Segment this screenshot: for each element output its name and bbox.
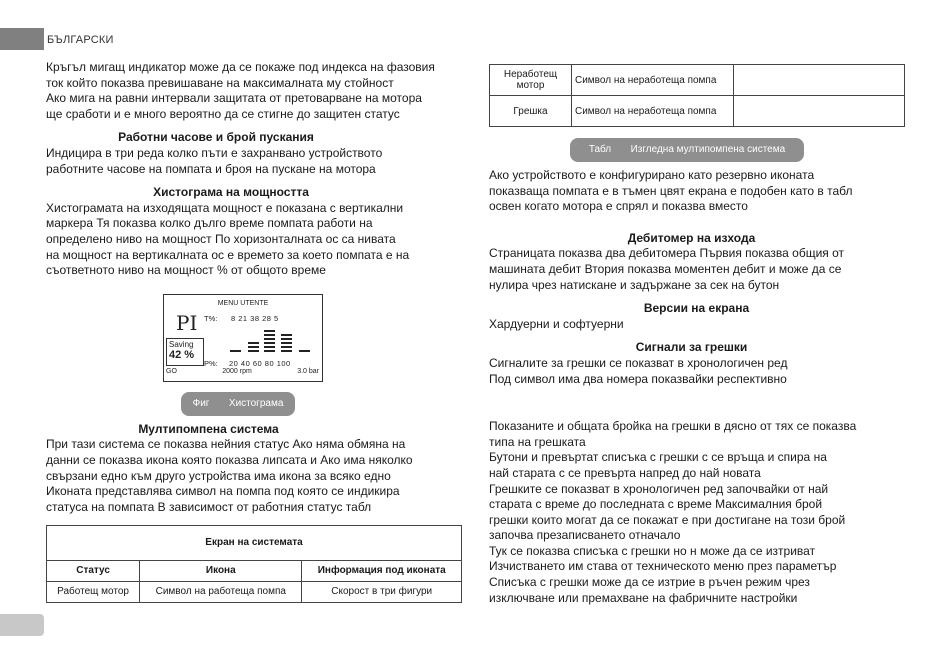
histogram-bar-segment — [264, 334, 275, 336]
errors-details-paragraph: Показаните и общата бройка на грешки в дясно от тях се показва типа на грешката Бутони и превъртат списъка с грешки с се връща и спира на най старата с се превърта напред до най новата Грешките се показват в хронологичен ред започвайки от най старата с време до последната с време Максималния брой грешки които могат да се покажат е при достигане на този брой започва презаписването отначало Тук се показва списъка с грешки но н може да се изтриват Изчистването им става от техническото меню през параметър Списъка с грешки може да се изтрие в ръчен режим чрез изключване или премахване на фабричните настройки — [489, 419, 857, 605]
multipump-status-table — [489, 64, 905, 127]
flowmeter-heading: Дебитомер на изхода — [627, 230, 756, 245]
histogram-bar-segment — [248, 342, 259, 344]
histogram-bar-segment — [281, 346, 292, 348]
status-pressure: 3.0 bar — [297, 368, 319, 376]
histogram-screen-figure — [163, 294, 323, 382]
histogram-bar-segment — [281, 338, 292, 340]
table-cell — [734, 96, 905, 127]
histogram-bar-segment — [264, 350, 275, 352]
multipump-paragraph: При тази система се показва нейния статус Ако няма обмяна на данни се показва икона която показва липсата и Ако има няколко свързани едно към друго устройства има икона за всяко едно Иконата представлява символ на помпа под която се индикира статуса на помпата В зависимост от работния статус табл — [46, 437, 413, 514]
histogram-bar — [230, 350, 241, 354]
histogram-bar-segment — [248, 350, 259, 352]
multipump-heading: Мултипомпена система — [138, 421, 279, 436]
page-number-tab — [0, 614, 44, 636]
hours-paragraph: Индицира в три реда колко пъти е захранвано устройството работните часове на помпата и броя на пускане на мотора — [46, 145, 383, 176]
errors-heading: Сигнали за грешки — [635, 340, 748, 355]
status-speed: 2000 rpm — [222, 368, 252, 376]
table-cell: Символ на неработеща помпа — [572, 65, 734, 96]
table-title: Екран на системата — [47, 526, 462, 561]
histogram-bar-segment — [281, 342, 292, 344]
histogram-bar-segment — [281, 350, 292, 352]
table-cell: Работещ мотор — [47, 581, 140, 602]
status-left: GO — [166, 368, 177, 376]
errors-paragraph: Сигналите за грешки се показват в хронологичен ред Под символ има два номера показвайки респективно — [489, 355, 788, 386]
versions-heading: Версии на екрана — [643, 301, 750, 316]
flowmeter-paragraph: Страницата показва два дебитомера Първия показва общия от машината дебит Втория показва моментен дебит и може да се нулира чрез натискане и задържане за сек на бутон — [489, 246, 845, 292]
left-column — [46, 60, 466, 603]
histogram-bar-segment — [299, 350, 310, 352]
table-row — [490, 65, 905, 96]
saving-value: 42 % — [169, 348, 195, 361]
reserve-paragraph: Ако устройството е конфигурирано като резервно иконата показваща помпата е в тъмен цвят екрана е подобен като в табл освен когато мотора е спрял и показва вместо — [489, 168, 853, 214]
power-label: P%: — [204, 358, 218, 368]
histogram-bar — [248, 342, 259, 354]
histogram-bar — [264, 330, 275, 354]
status-bar — [166, 364, 319, 380]
language-tab-marker — [0, 28, 44, 50]
histogram-bar-segment — [248, 346, 259, 348]
histogram-bar-segment — [264, 338, 275, 340]
intro-paragraph: Кръгъл мигащ индикатор може да се покаже под индекса на фазовия ток който показва превишаване на максималната му стойност Ако мига на равни интервали защитата от претоварване на мотора ще сработи и е много вероятно да се стигне до защитен статус — [46, 60, 435, 121]
table-cell: Скорост в три фигури — [302, 581, 462, 602]
histogram-bar — [299, 350, 310, 354]
histogram-bar — [281, 334, 292, 354]
screen-title: MENU UTENTE — [217, 299, 269, 307]
versions-paragraph: Хардуерни и софтуерни — [489, 316, 624, 331]
histogram-bar-segment — [281, 334, 292, 336]
histogram-paragraph: Хистограмата на изходящата мощност е показана с вертикални маркера Тя показва колко дълго време помпата работи на определено ниво на мощност По хоризонталната ос са нивата на мощност на вертикалната ос е времето за което помпата е на съответното ниво на мощност % от общото време — [46, 200, 410, 278]
table-header-icon: Икона — [140, 561, 302, 582]
table-cell: Неработещ мотор — [490, 65, 572, 96]
pi-label: PI — [176, 310, 198, 335]
table-cell: Грешка — [490, 96, 572, 127]
table-cell: Символ на неработеща помпа — [572, 96, 734, 127]
time-values: 8 21 38 28 5 — [231, 313, 279, 323]
saving-label: Saving — [169, 339, 194, 349]
language-label: БЪЛГАРСКИ — [47, 34, 114, 46]
table-caption: Табл Изгледна мултипомпена система — [570, 138, 804, 162]
histogram-bar-segment — [264, 342, 275, 344]
power-values: 20 40 60 80 100 — [229, 358, 291, 368]
histogram-bar-segment — [264, 346, 275, 348]
figure-caption: Фиг Хистограма — [181, 392, 295, 416]
histogram-bar-segment — [230, 350, 241, 352]
table-cell — [734, 65, 905, 96]
histogram-heading: Хистограма на мощността — [153, 185, 309, 200]
right-column — [489, 168, 909, 606]
system-screen-table — [46, 525, 462, 603]
saving-box — [166, 338, 204, 366]
time-label: T%: — [204, 313, 218, 323]
table-header-info: Информация под иконата — [302, 561, 462, 582]
hours-heading: Работни часове и брой пускания — [118, 130, 314, 145]
table-row — [47, 581, 462, 602]
histogram-bar-segment — [264, 330, 275, 332]
table-row — [490, 96, 905, 127]
table-header-status: Статус — [47, 561, 140, 582]
table-cell: Символ на работеща помпа — [140, 581, 302, 602]
